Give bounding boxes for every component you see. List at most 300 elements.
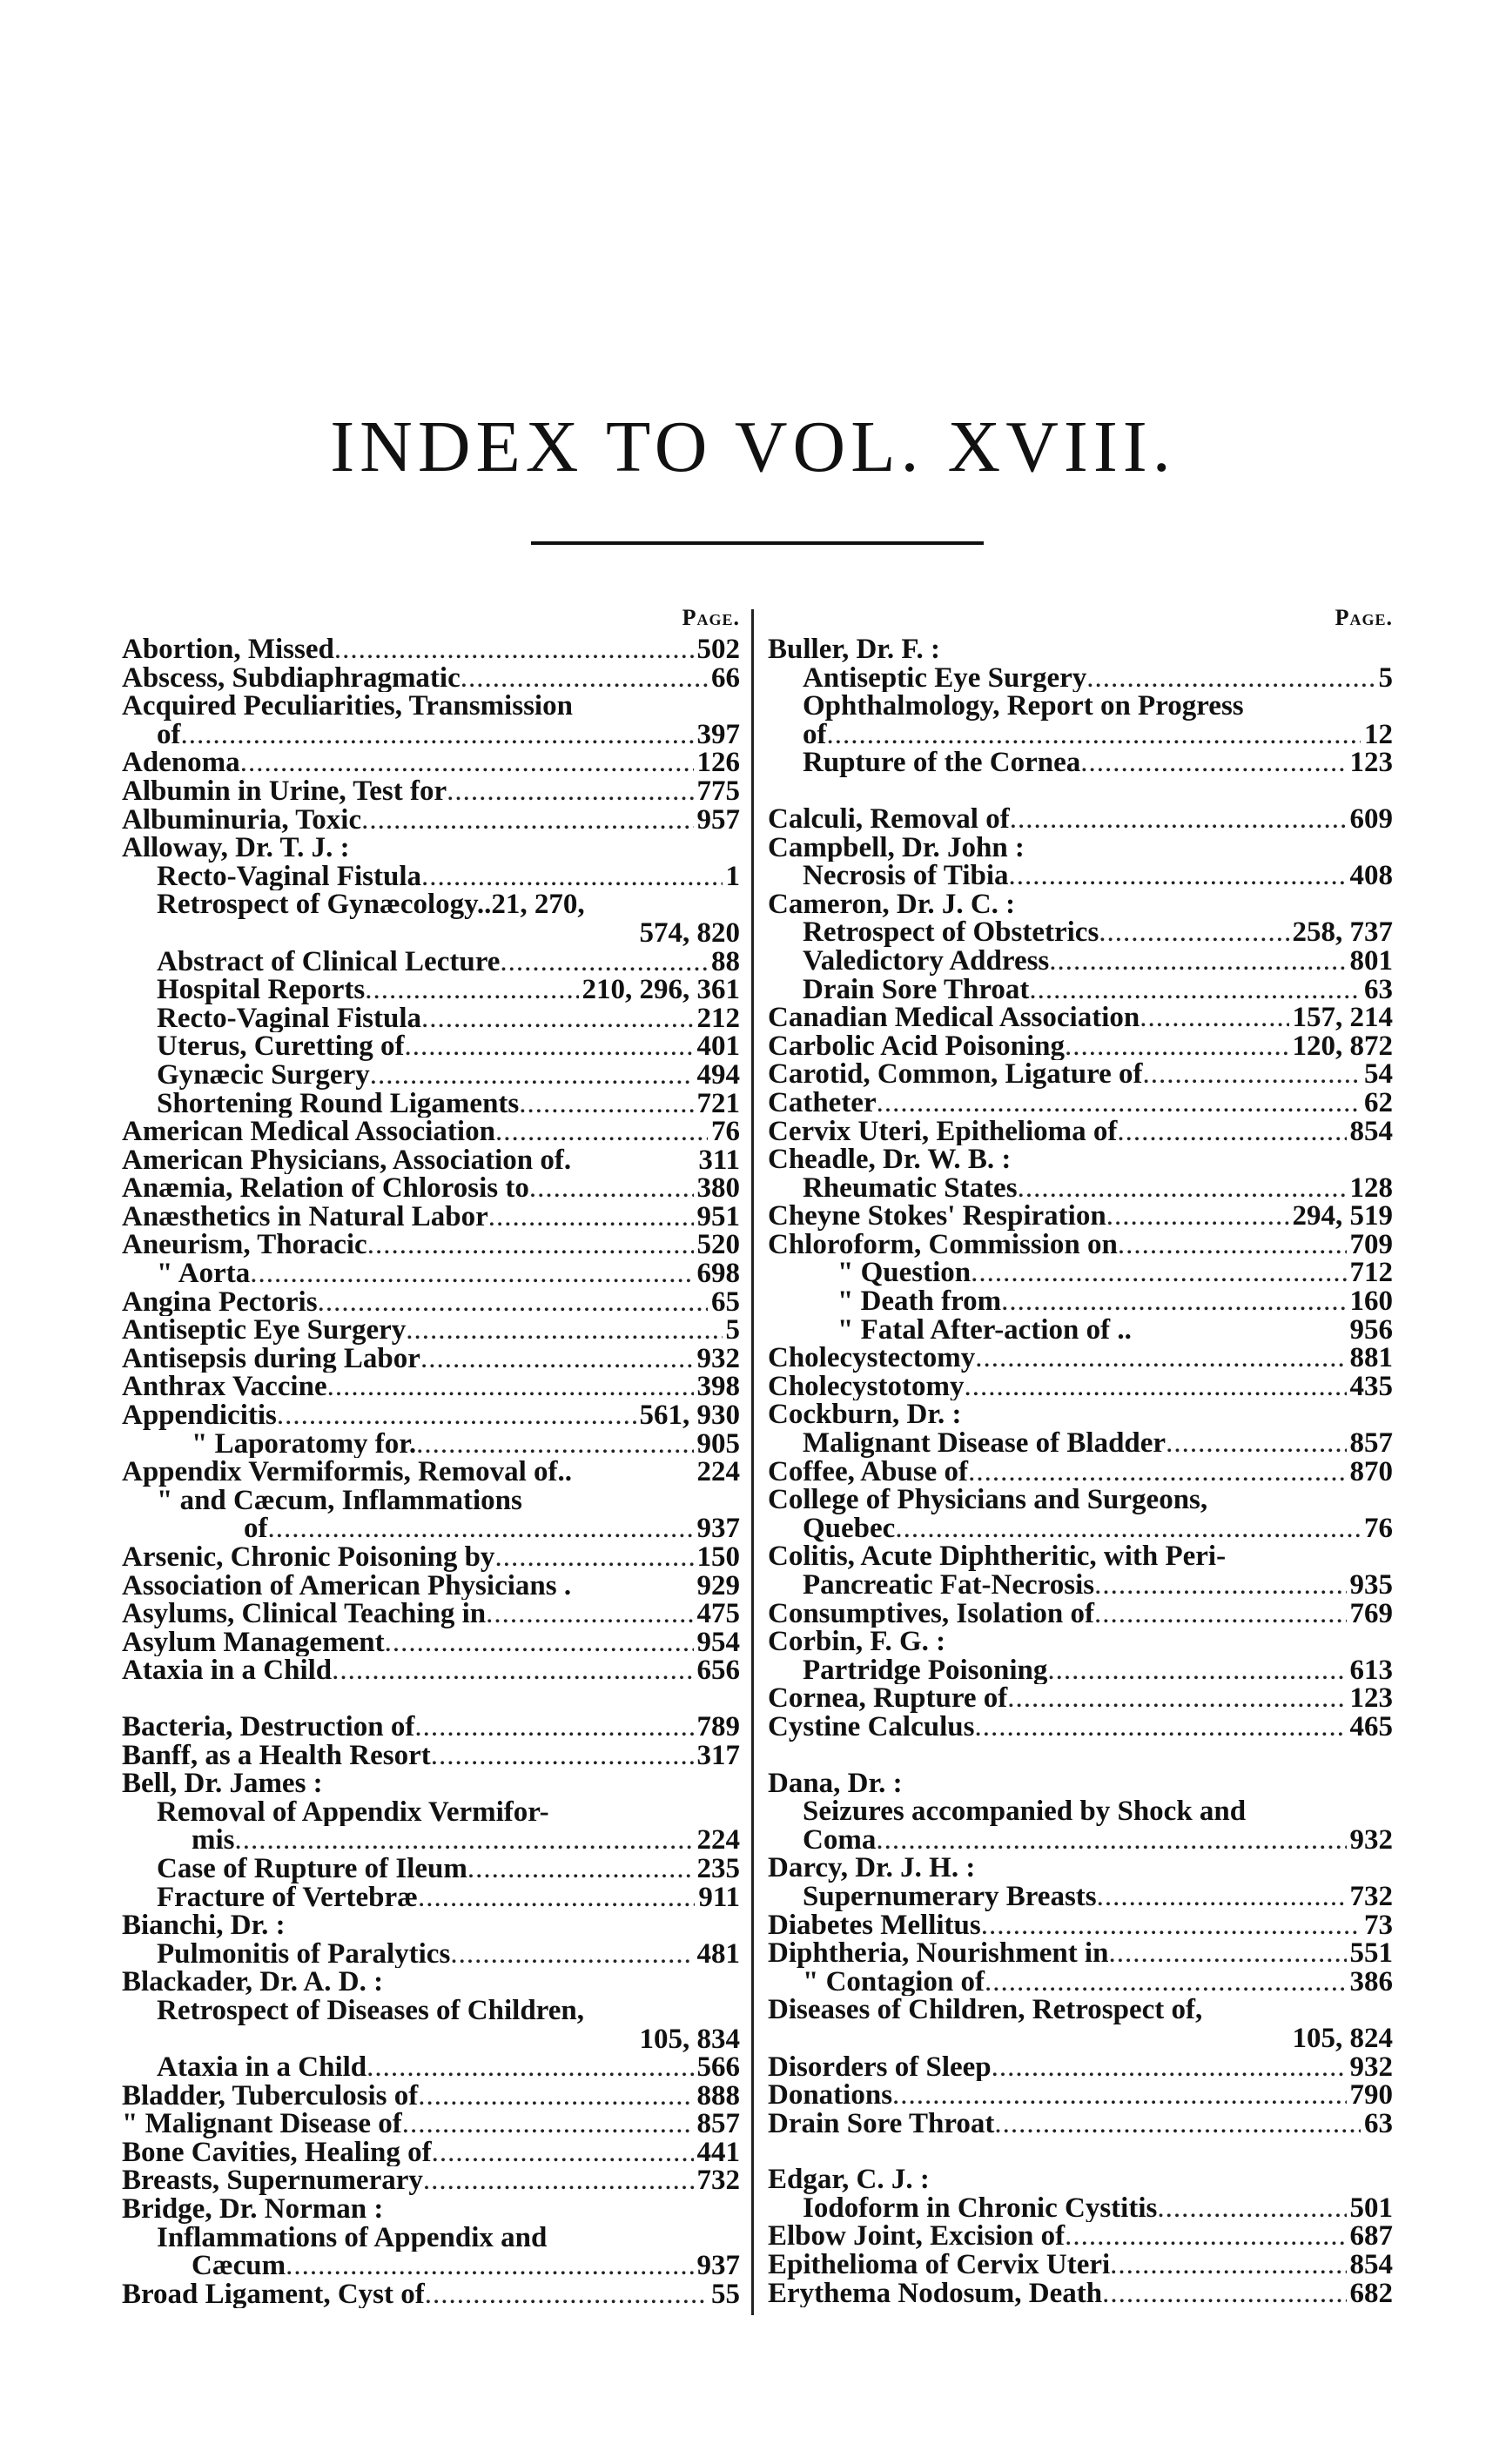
entry-text: Breasts, Supernumerary	[122, 2166, 423, 2196]
index-entry	[122, 1514, 740, 1543]
entry-text: Case of Rupture of Ileum	[157, 1854, 467, 1883]
leader-dots	[367, 1231, 694, 1259]
index-entry	[122, 1373, 740, 1401]
title-rule	[531, 541, 984, 545]
entry-page-number: 435	[1349, 1372, 1393, 1401]
index-entry	[768, 2024, 1393, 2053]
entry-page-number: 709	[1349, 1230, 1393, 1259]
leader-dots	[1117, 1118, 1346, 1146]
leader-dots	[250, 1259, 693, 1288]
leader-dots	[892, 2081, 1346, 2110]
index-entry	[768, 1400, 1393, 1429]
index-entry	[122, 2053, 740, 2082]
entry-text: Cheyne Stokes' Respiration	[768, 1202, 1106, 1231]
leader-dots	[1140, 1004, 1288, 1032]
entry-text: Darcy, Dr. J. H. :	[768, 1854, 976, 1883]
index-entry	[768, 1797, 1393, 1826]
entry-text: Elbow Joint, Excision of	[768, 2222, 1066, 2252]
right-entries	[768, 635, 1393, 2307]
leader-dots	[467, 1855, 694, 1883]
entry-text: Abstract of Clinical Lecture	[157, 947, 501, 977]
index-entry	[768, 2053, 1393, 2082]
leader-dots	[334, 635, 694, 664]
entry-text: " Malignant Disease of	[122, 2110, 402, 2138]
leader-dots	[495, 1118, 708, 1146]
entry-text: Buller, Dr. F. :	[768, 635, 941, 664]
leader-dots	[432, 2138, 694, 2167]
index-entry	[122, 1430, 740, 1459]
leader-dots	[1118, 1231, 1347, 1259]
entry-text: Malignant Disease of Bladder	[803, 1429, 1166, 1458]
entry-text: Catheter	[768, 1088, 877, 1118]
entry-page-number: 905	[696, 1429, 740, 1459]
entry-text: Fracture of Vertebræ	[157, 1883, 418, 1912]
entry-page-number: 126	[696, 749, 740, 777]
index-entry	[768, 2251, 1393, 2279]
index-entry	[122, 1288, 740, 1317]
entry-text: Cameron, Dr. J. C. :	[768, 890, 1016, 919]
page-title: INDEX TO VOL. XVIII.	[330, 406, 1176, 487]
leader-dots	[974, 1713, 1346, 1742]
entry-text: Carbolic Acid Poisoning	[768, 1031, 1066, 1061]
index-entry	[768, 1628, 1393, 1656]
index-entry	[768, 1911, 1393, 1940]
entry-text: Appendicitis	[122, 1401, 277, 1430]
index-entry	[122, 1032, 740, 1061]
entry-text: Gynæcic Surgery	[157, 1060, 370, 1090]
index-entry	[768, 1854, 1393, 1883]
index-entry	[768, 1883, 1393, 1911]
entry-text: Recto-Vaginal Fistula	[157, 1004, 422, 1033]
entry-text: Partridge Poisoning	[803, 1655, 1048, 1685]
entry-text: Cholecystectomy	[768, 1344, 976, 1373]
entry-page-number: 656	[696, 1656, 740, 1685]
index-entry	[768, 2165, 1393, 2194]
entry-page-number: 105, 824	[1292, 2024, 1393, 2053]
leader-dots	[406, 1316, 722, 1345]
index-entry	[122, 664, 740, 693]
right-column	[768, 601, 1393, 2307]
entry-text: Chloroform, Commission on	[768, 1230, 1118, 1259]
entry-text: Uterus, Curetting of	[157, 1032, 405, 1061]
leader-dots	[421, 863, 722, 891]
leader-dots	[1166, 1429, 1346, 1458]
entry-text: Anæsthetics in Natural Labor	[122, 1202, 488, 1232]
entry-page-number: 888	[696, 2081, 740, 2111]
index-entry	[122, 1259, 740, 1288]
index-entry	[122, 749, 740, 777]
entry-text: Arsenic, Chronic Poisoning by	[122, 1543, 495, 1572]
leader-dots	[286, 2252, 693, 2280]
leader-dots	[431, 1742, 694, 1770]
index-entry	[768, 1060, 1393, 1089]
entry-text: Cockburn, Dr. :	[768, 1400, 962, 1430]
entry-text: Diabetes Mellitus	[768, 1910, 981, 1940]
entry-text: Acquired Peculiarities, Transmission	[122, 692, 573, 721]
entry-text: Calculi, Removal of	[768, 804, 1010, 834]
leader-dots	[981, 1911, 1361, 1940]
leader-dots	[404, 1032, 693, 1061]
leader-dots	[418, 2082, 693, 2111]
entry-page-number: 224	[696, 1826, 740, 1855]
entry-page-number: 935	[1349, 1571, 1393, 1600]
entry-page-number: 775	[696, 776, 740, 806]
entry-page-number: 120, 872	[1292, 1031, 1393, 1061]
entry-page-number: 881	[1349, 1344, 1393, 1373]
leader-dots	[402, 2110, 694, 2138]
index-entry	[122, 2082, 740, 2111]
entry-page-number: 561, 930	[639, 1401, 740, 1430]
leader-dots	[519, 1090, 693, 1118]
index-entry	[122, 1401, 740, 1430]
leader-dots	[416, 1430, 693, 1459]
entry-text: of	[157, 720, 181, 749]
index-entry	[122, 1118, 740, 1146]
leader-dots	[985, 1968, 1346, 1997]
entry-page-number: 311	[698, 1145, 740, 1175]
index-entry	[122, 2224, 740, 2253]
index-entry	[768, 1118, 1393, 1146]
index-entry	[768, 1514, 1393, 1543]
entry-text: Anæmia, Relation of Chlorosis to	[122, 1174, 529, 1203]
entry-text: Pulmonitis of Paralytics	[157, 1939, 451, 1969]
entry-text: Campbell, Dr. John :	[768, 833, 1025, 863]
leader-dots	[1010, 805, 1347, 834]
leader-dots	[500, 948, 708, 977]
entry-text: Albuminuria, Toxic	[122, 805, 362, 835]
index-entry	[768, 2110, 1393, 2138]
leader-dots	[1108, 1939, 1346, 1968]
leader-dots	[1102, 2279, 1346, 2308]
entry-text: American Physicians, Association of.	[122, 1145, 572, 1175]
entry-text: Cystine Calculus	[768, 1712, 975, 1742]
entry-page-number: 721	[696, 1089, 740, 1118]
index-entry	[768, 1769, 1393, 1798]
index-entry	[768, 890, 1393, 919]
leader-dots	[1086, 664, 1375, 693]
leader-dots	[421, 1004, 693, 1033]
entry-page-number: 294, 519	[1292, 1202, 1393, 1231]
index-entry	[122, 635, 740, 664]
entry-text: Abscess, Subdiaphragmatic	[122, 663, 461, 693]
entry-text: " and Cæcum, Inflammations	[157, 1486, 522, 1515]
leader-dots	[1049, 947, 1346, 976]
entry-text: Cholecystotomy	[768, 1372, 965, 1401]
entry-page-number: 123	[1349, 1684, 1393, 1713]
index-entry	[768, 664, 1393, 693]
index-entry	[122, 1174, 740, 1203]
index-entry	[768, 1089, 1393, 1118]
index-entry	[122, 863, 740, 891]
entry-text: " Death from	[837, 1287, 1002, 1316]
entry-page-number: 235	[696, 1854, 740, 1883]
entry-page-number: 150	[696, 1543, 740, 1572]
index-entry	[122, 1572, 740, 1601]
entry-page-number: 502	[696, 635, 740, 664]
entry-text: Pancreatic Fat-Necrosis	[803, 1571, 1095, 1600]
entry-text: Antiseptic Eye Surgery	[803, 663, 1087, 693]
entry-page-number: 613	[1349, 1655, 1393, 1685]
entry-text: Diphtheria, Nourishment in	[768, 1939, 1109, 1968]
entry-text: Colitis, Acute Diphtheritic, with Peri-	[768, 1542, 1227, 1571]
entry-page-number: 65	[711, 1287, 740, 1317]
leader-dots	[1106, 1202, 1289, 1231]
entry-page-number: 258, 737	[1292, 918, 1393, 947]
entry-text: Antiseptic Eye Surgery	[122, 1316, 407, 1345]
entry-text: Drain Sore Throat	[768, 2109, 995, 2138]
entry-text: Carotid, Common, Ligature of	[768, 1060, 1143, 1089]
entry-page-number: 566	[696, 2053, 740, 2082]
index-entry	[768, 1231, 1393, 1259]
index-entry	[768, 1968, 1393, 1997]
index-entry	[122, 777, 740, 806]
entry-text: of	[244, 1514, 268, 1543]
entry-text: Adenoma	[122, 749, 240, 777]
entry-page-number: 911	[698, 1883, 740, 1912]
index-entry	[122, 1826, 740, 1855]
entry-page-number: 687	[1349, 2222, 1393, 2252]
entry-page-number: 465	[1349, 1712, 1393, 1742]
entry-text: " Laporatomy for.	[192, 1429, 417, 1459]
index-entry	[122, 806, 740, 835]
entry-text: Alloway, Dr. T. J. :	[122, 834, 350, 863]
index-entry	[768, 976, 1393, 1004]
entry-page-number: 386	[1349, 1967, 1393, 1997]
entry-page-number: 857	[696, 2110, 740, 2138]
index-entry	[122, 948, 740, 977]
index-entry	[768, 1429, 1393, 1458]
index-entry	[122, 2025, 740, 2054]
leader-dots	[964, 1373, 1346, 1401]
entry-page-number: 62	[1364, 1088, 1393, 1118]
entry-text: Asylums, Clinical Teaching in	[122, 1600, 487, 1628]
entry-text: Canadian Medical Association	[768, 1004, 1140, 1032]
entry-text: Epithelioma of Cervix Uteri	[768, 2251, 1111, 2279]
leader-dots	[994, 2110, 1361, 2138]
entry-text: Shortening Round Ligaments	[157, 1089, 520, 1118]
leader-dots	[370, 1061, 694, 1090]
index-entry	[768, 1486, 1393, 1514]
entry-page-number: 66	[711, 663, 740, 693]
left-column	[122, 601, 740, 2308]
leader-dots	[1065, 1032, 1288, 1061]
leader-dots	[423, 2166, 694, 2195]
entry-page-number: 790	[1349, 2081, 1393, 2110]
leader-dots	[968, 1458, 1346, 1487]
index-entry	[122, 721, 740, 749]
leader-dots	[971, 1259, 1346, 1287]
entry-page-number: 854	[1349, 1117, 1393, 1146]
leader-dots	[240, 749, 694, 777]
entry-text: Asylum Management	[122, 1628, 385, 1657]
index-entry	[122, 2252, 740, 2280]
index-entry	[122, 1997, 740, 2025]
entry-text: Anthrax Vaccine	[122, 1373, 327, 1402]
leader-dots	[827, 721, 1361, 749]
entry-page-number: 857	[1349, 1429, 1393, 1458]
entry-page-number: 682	[1349, 2279, 1393, 2308]
entry-page-number: 76	[1364, 1514, 1393, 1543]
index-entry	[768, 1145, 1393, 1174]
index-entry	[122, 2166, 740, 2195]
leader-dots	[1007, 1684, 1346, 1713]
entry-text: Aneurism, Thoracic	[122, 1231, 367, 1260]
index-entry	[122, 2110, 740, 2138]
leader-dots	[418, 1883, 695, 1912]
entry-page-number: 712	[1349, 1259, 1393, 1288]
leader-dots	[181, 721, 694, 749]
leader-dots	[447, 777, 693, 806]
index-entry	[768, 692, 1393, 721]
index-entry	[122, 2195, 740, 2224]
index-entry	[768, 918, 1393, 947]
index-entry	[122, 1742, 740, 1770]
entry-text: Ataxia in a Child	[122, 1656, 333, 1685]
index-entry	[122, 692, 740, 721]
leader-dots	[895, 1514, 1361, 1543]
entry-text: Cervix Uteri, Epithelioma of	[768, 1117, 1118, 1146]
index-entry	[768, 1174, 1393, 1203]
index-entry	[768, 1713, 1393, 1742]
index-entry	[122, 1061, 740, 1090]
leader-dots	[992, 2053, 1347, 2082]
entry-page-number: 501	[1349, 2193, 1393, 2223]
entry-text: Ataxia in a Child	[157, 2053, 367, 2082]
index-entry	[768, 2222, 1393, 2251]
entry-text: Cæcum	[192, 2252, 286, 2280]
entry-text: Retrospect of Gynæcology..21, 270,	[157, 890, 585, 919]
leader-dots	[494, 1543, 693, 1572]
entry-text: Rupture of the Cornea	[803, 749, 1081, 777]
entry-text: of	[803, 720, 827, 749]
leader-dots	[461, 664, 708, 693]
index-entry	[768, 1032, 1393, 1061]
index-entry	[768, 947, 1393, 976]
entry-text: Valedictory Address	[803, 946, 1050, 976]
entry-text: College of Physicians and Surgeons,	[768, 1486, 1208, 1514]
leader-dots	[529, 1174, 694, 1203]
entry-page-number: 481	[696, 1939, 740, 1969]
entry-page-number: 123	[1349, 749, 1393, 777]
index-entry	[768, 862, 1393, 890]
entry-page-number: 55	[711, 2279, 740, 2309]
entry-page-number: 937	[696, 2252, 740, 2280]
entry-page-number: 609	[1349, 804, 1393, 834]
index-entry	[122, 1600, 740, 1628]
entry-text: Removal of Appendix Vermifor-	[157, 1797, 549, 1827]
index-entry	[122, 1345, 740, 1373]
entry-page-number: 789	[696, 1712, 740, 1742]
leader-dots	[1029, 976, 1361, 1004]
index-entry	[122, 1146, 740, 1175]
entry-text: " Question	[837, 1259, 972, 1288]
index-entry	[768, 635, 1393, 664]
leader-dots	[486, 1600, 693, 1628]
entry-page-number: 932	[1349, 1825, 1393, 1855]
index-entry	[768, 834, 1393, 863]
index-entry	[122, 1855, 740, 1883]
entry-text: Cornea, Rupture of	[768, 1684, 1008, 1713]
index-entry	[122, 1628, 740, 1657]
leader-dots	[365, 976, 578, 1004]
leader-dots	[1009, 862, 1347, 890]
leader-dots	[1065, 2222, 1346, 2251]
index-entry	[122, 1487, 740, 1515]
index-entry	[768, 1600, 1393, 1628]
index-entry	[122, 919, 740, 948]
entry-text: Dana, Dr. :	[768, 1769, 903, 1798]
entry-text: Consumptives, Isolation of	[768, 1599, 1094, 1628]
index-entry	[768, 1656, 1393, 1685]
entry-text: Iodoform in Chronic Cystitis	[803, 2193, 1158, 2223]
entry-page-number: 401	[696, 1032, 740, 1061]
entry-text: Diseases of Children, Retrospect of,	[768, 1996, 1203, 2024]
entry-page-number: 73	[1364, 1910, 1393, 1940]
entry-text: Cheadle, Dr. W. B. :	[768, 1145, 1012, 1174]
entry-page-number: 732	[696, 2166, 740, 2196]
entry-text: Angina Pectoris	[122, 1287, 318, 1317]
leader-dots	[876, 1826, 1346, 1855]
entry-text: Drain Sore Throat	[803, 975, 1030, 1004]
entry-text: Bianchi, Dr. :	[122, 1911, 286, 1940]
leader-dots	[1001, 1287, 1346, 1316]
entry-text: Banff, as a Health Resort	[122, 1741, 431, 1770]
leader-dots	[318, 1288, 708, 1317]
entry-text: Antisepsis during Labor	[122, 1344, 420, 1373]
index-entry	[768, 1571, 1393, 1600]
entry-page-number: 397	[696, 720, 740, 749]
entry-page-number: 224	[696, 1458, 740, 1487]
entry-page-number: 954	[696, 1628, 740, 1657]
entry-page-number: 932	[696, 1344, 740, 1373]
entry-text: Broad Ligament, Cyst of	[122, 2279, 425, 2309]
leader-dots	[385, 1628, 694, 1657]
entry-text: Appendix Vermiformis, Removal of..	[122, 1458, 572, 1487]
entry-text: Necrosis of Tibia	[803, 862, 1009, 890]
index-entry	[122, 1004, 740, 1033]
entry-text: Seizures accompanied by Shock and	[803, 1797, 1247, 1826]
entry-text: Bladder, Tuberculosis of	[122, 2081, 419, 2111]
index-entry	[768, 749, 1393, 777]
entry-page-number: 63	[1364, 975, 1393, 1004]
leader-dots	[235, 1826, 694, 1855]
entry-page-number: 801	[1349, 946, 1393, 976]
entry-text: mis	[192, 1826, 235, 1855]
entry-text: American Medical Association	[122, 1118, 495, 1146]
index-entry	[768, 805, 1393, 834]
entry-page-number: 212	[696, 1004, 740, 1033]
left-entries	[122, 635, 740, 2308]
index-entry	[122, 834, 740, 863]
index-entry	[768, 1287, 1393, 1316]
entry-page-number: 76	[711, 1118, 740, 1146]
leader-dots	[366, 2053, 693, 2082]
entry-text: " Aorta	[157, 1259, 251, 1288]
index-entry	[122, 2138, 740, 2167]
entry-page-number: 520	[696, 1231, 740, 1260]
leader-dots	[1110, 2251, 1346, 2279]
index-entry	[122, 890, 740, 919]
entry-page-number: 957	[696, 805, 740, 835]
entry-text: Hospital Reports	[157, 976, 366, 1004]
entry-page-number: 870	[1349, 1457, 1393, 1487]
leader-dots	[1094, 1600, 1347, 1628]
leader-dots	[1047, 1656, 1346, 1685]
entry-page-number: 12	[1364, 720, 1393, 749]
entry-page-number: 854	[1349, 2251, 1393, 2279]
entry-page-number: 128	[1349, 1173, 1393, 1203]
entry-text: " Fatal After-action of ..	[837, 1315, 1132, 1345]
